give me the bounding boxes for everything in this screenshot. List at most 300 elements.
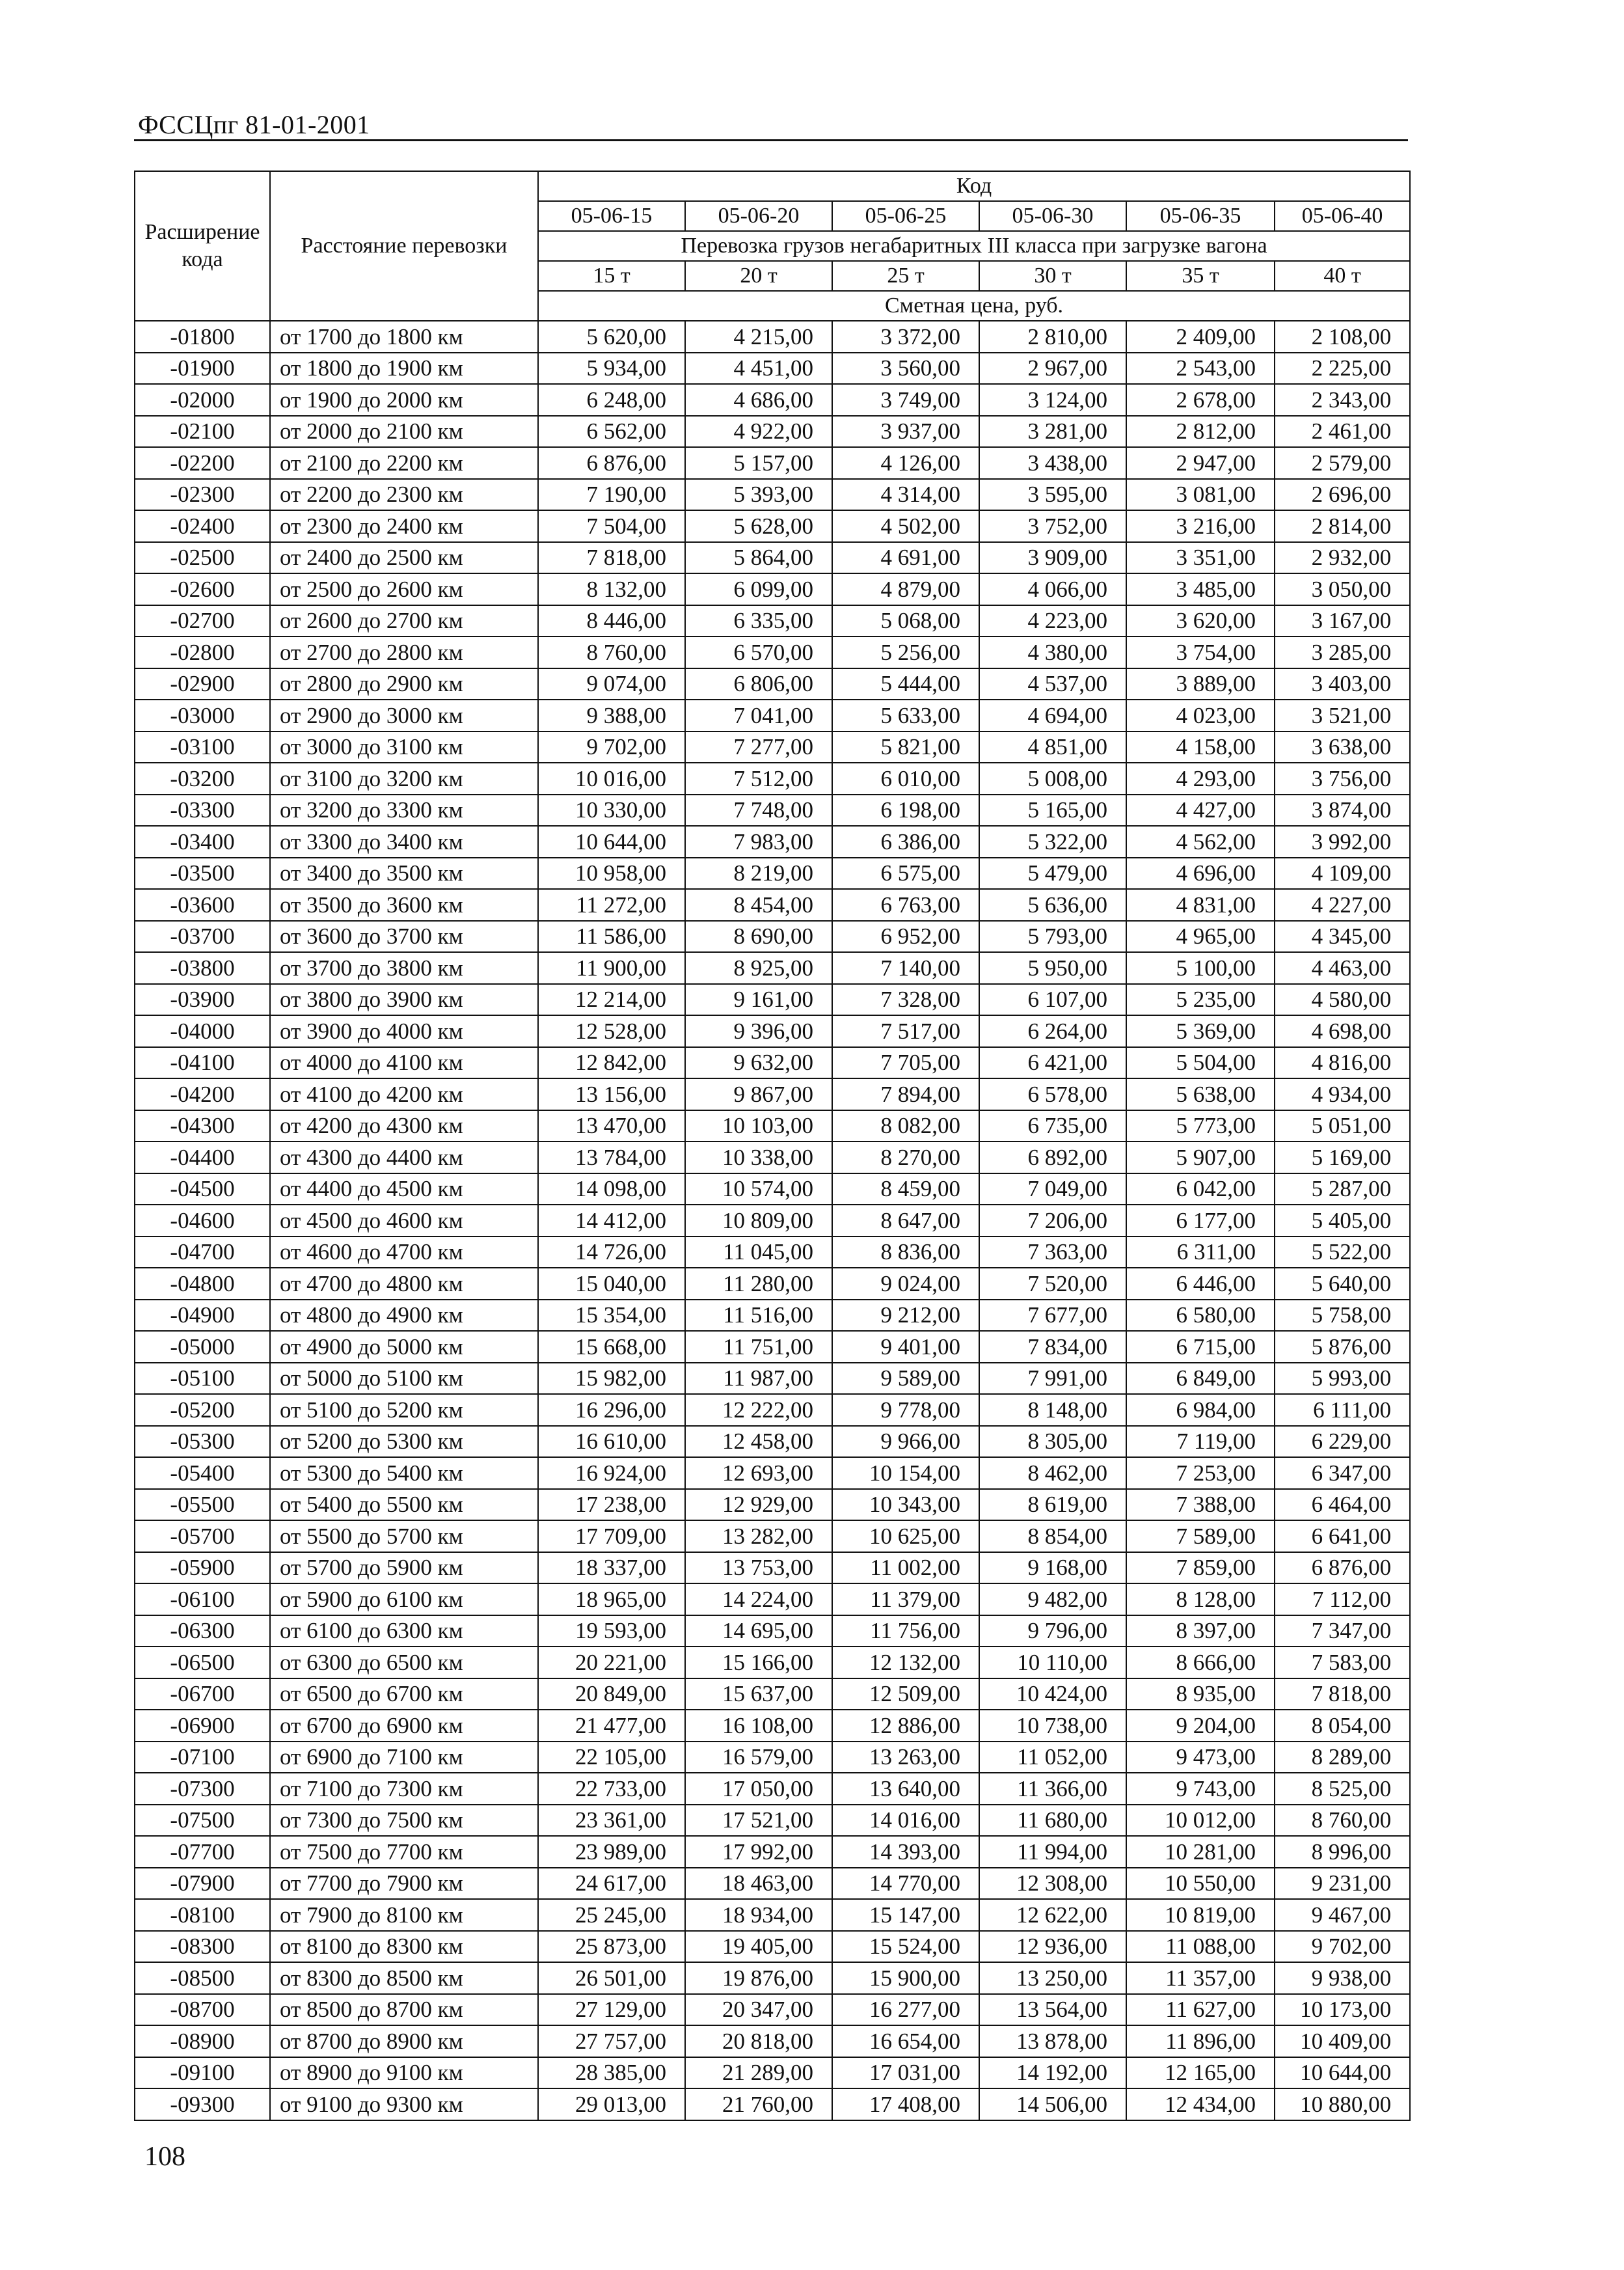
price-cell: 5 793,00 [979, 921, 1126, 953]
price-cell: 10 330,00 [538, 795, 685, 827]
price-cell: 8 289,00 [1275, 1742, 1410, 1773]
price-cell: 16 924,00 [538, 1457, 685, 1489]
table-row [135, 1300, 1410, 1332]
price-cell: 8 219,00 [685, 858, 832, 890]
price-cell: 5 628,00 [685, 510, 832, 542]
price-cell: 6 763,00 [832, 889, 979, 921]
price-cell: 13 753,00 [685, 1552, 832, 1584]
code-header: 05-06-40 [1275, 201, 1410, 231]
price-cell: 6 570,00 [685, 636, 832, 668]
price-cell: 3 560,00 [832, 353, 979, 385]
code-extension-cell: -08500 [135, 1962, 270, 1994]
distance-cell: от 2500 до 2600 км [270, 573, 538, 605]
price-cell: 12 132,00 [832, 1647, 979, 1678]
price-cell: 12 842,00 [538, 1047, 685, 1079]
price-cell: 27 129,00 [538, 1994, 685, 2026]
col-header-distance: Расстояние перевозки [270, 171, 538, 321]
price-cell: 3 638,00 [1275, 732, 1410, 763]
price-cell: 8 760,00 [1275, 1805, 1410, 1837]
code-extension-cell: -06100 [135, 1583, 270, 1615]
table-row [135, 384, 1410, 416]
distance-cell: от 5200 до 5300 км [270, 1426, 538, 1458]
price-cell: 18 337,00 [538, 1552, 685, 1584]
price-cell: 2 814,00 [1275, 510, 1410, 542]
code-extension-cell: -08300 [135, 1931, 270, 1963]
distance-cell: от 5700 до 5900 км [270, 1552, 538, 1584]
price-cell: 12 693,00 [685, 1457, 832, 1489]
distance-cell: от 2200 до 2300 км [270, 479, 538, 511]
price-cell: 10 343,00 [832, 1489, 979, 1521]
price-cell: 9 702,00 [538, 732, 685, 763]
price-cell: 9 966,00 [832, 1426, 979, 1458]
price-cell: 3 403,00 [1275, 668, 1410, 700]
price-cell: 3 620,00 [1126, 605, 1275, 637]
price-cell: 7 748,00 [685, 795, 832, 827]
distance-cell: от 6500 до 6700 км [270, 1678, 538, 1710]
price-cell: 7 504,00 [538, 510, 685, 542]
price-cell: 10 550,00 [1126, 1868, 1275, 1900]
price-cell: 6 248,00 [538, 384, 685, 416]
price-cell: 11 379,00 [832, 1583, 979, 1615]
price-cell: 7 583,00 [1275, 1647, 1410, 1678]
price-cell: 7 894,00 [832, 1078, 979, 1110]
price-cell: 3 874,00 [1275, 795, 1410, 827]
price-cell: 5 934,00 [538, 353, 685, 385]
distance-cell: от 8700 до 8900 км [270, 2025, 538, 2057]
price-cell: 6 578,00 [979, 1078, 1126, 1110]
price-cell: 10 424,00 [979, 1678, 1126, 1710]
code-extension-cell: -02600 [135, 573, 270, 605]
price-cell: 21 289,00 [685, 2057, 832, 2089]
code-extension-cell: -07700 [135, 1836, 270, 1868]
price-cell: 3 909,00 [979, 542, 1126, 574]
code-extension-cell: -02400 [135, 510, 270, 542]
price-cell: 10 958,00 [538, 858, 685, 890]
price-cell: 8 666,00 [1126, 1647, 1275, 1678]
table-row [135, 1931, 1410, 1963]
price-cell: 3 756,00 [1275, 763, 1410, 795]
price-cell: 3 124,00 [979, 384, 1126, 416]
price-cell: 4 851,00 [979, 732, 1126, 763]
code-extension-cell: -01800 [135, 321, 270, 353]
price-cell: 6 198,00 [832, 795, 979, 827]
price-cell: 17 992,00 [685, 1836, 832, 1868]
price-cell: 7 190,00 [538, 479, 685, 511]
price-cell: 3 050,00 [1275, 573, 1410, 605]
price-cell: 28 385,00 [538, 2057, 685, 2089]
code-label: Код [538, 171, 1410, 201]
price-cell: 13 470,00 [538, 1110, 685, 1142]
price-cell: 5 821,00 [832, 732, 979, 763]
price-cell: 12 622,00 [979, 1899, 1126, 1931]
table-row [135, 321, 1410, 353]
price-cell: 5 051,00 [1275, 1110, 1410, 1142]
distance-cell: от 2700 до 2800 км [270, 636, 538, 668]
table-row [135, 1552, 1410, 1584]
price-unit-label: Сметная цена, руб. [538, 291, 1410, 321]
price-cell: 11 680,00 [979, 1805, 1126, 1837]
price-cell: 9 168,00 [979, 1552, 1126, 1584]
price-cell: 2 461,00 [1275, 416, 1410, 448]
price-cell: 9 938,00 [1275, 1962, 1410, 1994]
code-extension-cell: -03900 [135, 984, 270, 1016]
price-cell: 15 668,00 [538, 1331, 685, 1363]
price-cell: 10 738,00 [979, 1710, 1126, 1742]
distance-cell: от 4600 до 4700 км [270, 1237, 538, 1268]
code-extension-cell: -04100 [135, 1047, 270, 1079]
price-cell: 6 464,00 [1275, 1489, 1410, 1521]
table-row [135, 1142, 1410, 1173]
price-cell: 10 016,00 [538, 763, 685, 795]
price-cell: 13 784,00 [538, 1142, 685, 1173]
price-cell: 5 100,00 [1126, 952, 1275, 984]
table-row [135, 1205, 1410, 1237]
price-cell: 9 743,00 [1126, 1773, 1275, 1805]
price-cell: 18 934,00 [685, 1899, 832, 1931]
table-row [135, 668, 1410, 700]
price-cell: 4 158,00 [1126, 732, 1275, 763]
code-extension-cell: -03100 [135, 732, 270, 763]
price-cell: 3 595,00 [979, 479, 1126, 511]
price-cell: 29 013,00 [538, 2088, 685, 2120]
price-cell: 15 147,00 [832, 1899, 979, 1931]
price-cell: 8 397,00 [1126, 1615, 1275, 1647]
price-cell: 6 311,00 [1126, 1237, 1275, 1268]
code-extension-cell: -03800 [135, 952, 270, 984]
price-cell: 9 396,00 [685, 1015, 832, 1047]
price-cell: 11 987,00 [685, 1363, 832, 1395]
distance-cell: от 5300 до 5400 км [270, 1457, 538, 1489]
price-cell: 10 012,00 [1126, 1805, 1275, 1837]
price-cell: 3 521,00 [1275, 700, 1410, 732]
price-cell: 7 119,00 [1126, 1426, 1275, 1458]
price-table [134, 171, 1411, 2121]
load-header: 15 т [538, 261, 685, 291]
price-cell: 8 082,00 [832, 1110, 979, 1142]
table-row [135, 353, 1410, 385]
table-row [135, 636, 1410, 668]
code-extension-cell: -04300 [135, 1110, 270, 1142]
price-cell: 11 516,00 [685, 1300, 832, 1332]
price-cell: 14 192,00 [979, 2057, 1126, 2089]
price-cell: 7 049,00 [979, 1173, 1126, 1205]
code-extension-cell: -01900 [135, 353, 270, 385]
price-cell: 19 876,00 [685, 1962, 832, 1994]
code-header: 05-06-35 [1126, 201, 1275, 231]
price-cell: 9 074,00 [538, 668, 685, 700]
code-extension-cell: -03700 [135, 921, 270, 953]
price-cell: 4 380,00 [979, 636, 1126, 668]
price-cell: 15 166,00 [685, 1647, 832, 1678]
code-extension-cell: -08900 [135, 2025, 270, 2057]
code-extension-cell: -03400 [135, 826, 270, 858]
code-header: 05-06-15 [538, 201, 685, 231]
price-cell: 5 876,00 [1275, 1331, 1410, 1363]
distance-cell: от 9100 до 9300 км [270, 2088, 538, 2120]
code-extension-cell: -05400 [135, 1457, 270, 1489]
table-row [135, 795, 1410, 827]
table-row [135, 1426, 1410, 1458]
price-cell: 6 111,00 [1275, 1394, 1410, 1426]
distance-cell: от 8500 до 8700 км [270, 1994, 538, 2026]
price-cell: 3 937,00 [832, 416, 979, 448]
price-cell: 8 446,00 [538, 605, 685, 637]
table-row [135, 2025, 1410, 2057]
price-cell: 6 421,00 [979, 1047, 1126, 1079]
table-row [135, 1994, 1410, 2026]
code-extension-cell: -04800 [135, 1268, 270, 1300]
table-row [135, 858, 1410, 890]
price-cell: 5 165,00 [979, 795, 1126, 827]
price-cell: 6 107,00 [979, 984, 1126, 1016]
price-cell: 8 854,00 [979, 1520, 1126, 1552]
price-cell: 11 088,00 [1126, 1931, 1275, 1963]
price-cell: 14 695,00 [685, 1615, 832, 1647]
code-extension-cell: -05100 [135, 1363, 270, 1395]
price-cell: 4 537,00 [979, 668, 1126, 700]
table-row [135, 952, 1410, 984]
code-extension-cell: -03600 [135, 889, 270, 921]
distance-cell: от 5400 до 5500 км [270, 1489, 538, 1521]
table-row [135, 1237, 1410, 1268]
price-cell: 4 562,00 [1126, 826, 1275, 858]
table-row [135, 1173, 1410, 1205]
price-cell: 13 250,00 [979, 1962, 1126, 1994]
price-cell: 2 678,00 [1126, 384, 1275, 416]
code-extension-cell: -06300 [135, 1615, 270, 1647]
price-cell: 6 010,00 [832, 763, 979, 795]
code-extension-cell: -02000 [135, 384, 270, 416]
price-cell: 7 512,00 [685, 763, 832, 795]
price-cell: 5 256,00 [832, 636, 979, 668]
price-cell: 4 451,00 [685, 353, 832, 385]
table-row [135, 1489, 1410, 1521]
table-row [135, 700, 1410, 732]
price-cell: 9 401,00 [832, 1331, 979, 1363]
code-extension-cell: -04500 [135, 1173, 270, 1205]
code-extension-cell: -07500 [135, 1805, 270, 1837]
price-cell: 14 412,00 [538, 1205, 685, 1237]
price-cell: 5 638,00 [1126, 1078, 1275, 1110]
price-cell: 9 388,00 [538, 700, 685, 732]
price-cell: 2 108,00 [1275, 321, 1410, 353]
distance-cell: от 3800 до 3900 км [270, 984, 538, 1016]
code-extension-cell: -06900 [135, 1710, 270, 1742]
price-cell: 5 369,00 [1126, 1015, 1275, 1047]
price-cell: 5 773,00 [1126, 1110, 1275, 1142]
price-cell: 6 892,00 [979, 1142, 1126, 1173]
code-extension-cell: -09100 [135, 2057, 270, 2089]
price-cell: 7 818,00 [1275, 1678, 1410, 1710]
code-extension-cell: -03000 [135, 700, 270, 732]
code-extension-cell: -05500 [135, 1489, 270, 1521]
price-cell: 5 522,00 [1275, 1237, 1410, 1268]
price-cell: 8 305,00 [979, 1426, 1126, 1458]
table-row [135, 1363, 1410, 1395]
distance-cell: от 3300 до 3400 км [270, 826, 538, 858]
distance-cell: от 2000 до 2100 км [270, 416, 538, 448]
price-cell: 7 589,00 [1126, 1520, 1275, 1552]
price-cell: 8 459,00 [832, 1173, 979, 1205]
table-row [135, 605, 1410, 637]
table-row [135, 984, 1410, 1016]
table-row [135, 763, 1410, 795]
code-extension-cell: -02800 [135, 636, 270, 668]
price-cell: 6 735,00 [979, 1110, 1126, 1142]
price-cell: 2 543,00 [1126, 353, 1275, 385]
price-cell: 10 173,00 [1275, 1994, 1410, 2026]
table-row [135, 2057, 1410, 2089]
distance-cell: от 4100 до 4200 км [270, 1078, 538, 1110]
price-cell: 6 335,00 [685, 605, 832, 637]
price-cell: 11 045,00 [685, 1237, 832, 1268]
price-cell: 4 698,00 [1275, 1015, 1410, 1047]
price-cell: 15 040,00 [538, 1268, 685, 1300]
price-cell: 7 253,00 [1126, 1457, 1275, 1489]
price-cell: 11 756,00 [832, 1615, 979, 1647]
price-cell: 16 579,00 [685, 1742, 832, 1773]
code-extension-cell: -08100 [135, 1899, 270, 1931]
price-cell: 21 477,00 [538, 1710, 685, 1742]
price-cell: 12 528,00 [538, 1015, 685, 1047]
price-cell: 16 610,00 [538, 1426, 685, 1458]
table-row [135, 416, 1410, 448]
table-row [135, 1836, 1410, 1868]
price-cell: 6 347,00 [1275, 1457, 1410, 1489]
price-cell: 11 994,00 [979, 1836, 1126, 1868]
price-cell: 12 936,00 [979, 1931, 1126, 1963]
price-cell: 6 641,00 [1275, 1520, 1410, 1552]
price-cell: 6 042,00 [1126, 1173, 1275, 1205]
price-cell: 5 633,00 [832, 700, 979, 732]
code-header: 05-06-25 [832, 201, 979, 231]
price-cell: 16 108,00 [685, 1710, 832, 1742]
price-cell: 2 696,00 [1275, 479, 1410, 511]
code-extension-cell: -07900 [135, 1868, 270, 1900]
price-cell: 10 338,00 [685, 1142, 832, 1173]
price-cell: 10 644,00 [1275, 2057, 1410, 2089]
table-row [135, 447, 1410, 479]
code-extension-cell: -02200 [135, 447, 270, 479]
price-cell: 13 878,00 [979, 2025, 1126, 2057]
price-cell: 19 405,00 [685, 1931, 832, 1963]
price-cell: 8 270,00 [832, 1142, 979, 1173]
code-extension-cell: -08700 [135, 1994, 270, 2026]
price-cell: 7 705,00 [832, 1047, 979, 1079]
table-row [135, 889, 1410, 921]
price-cell: 6 562,00 [538, 416, 685, 448]
price-cell: 6 984,00 [1126, 1394, 1275, 1426]
distance-cell: от 4400 до 4500 км [270, 1173, 538, 1205]
price-cell: 7 859,00 [1126, 1552, 1275, 1584]
price-cell: 3 992,00 [1275, 826, 1410, 858]
distance-cell: от 6100 до 6300 км [270, 1615, 538, 1647]
price-cell: 6 952,00 [832, 921, 979, 953]
price-cell: 11 586,00 [538, 921, 685, 953]
distance-cell: от 3400 до 3500 км [270, 858, 538, 890]
price-cell: 6 715,00 [1126, 1331, 1275, 1363]
price-cell: 11 896,00 [1126, 2025, 1275, 2057]
table-row [135, 1773, 1410, 1805]
price-cell: 11 366,00 [979, 1773, 1126, 1805]
price-cell: 11 751,00 [685, 1331, 832, 1363]
price-cell: 6 580,00 [1126, 1300, 1275, 1332]
price-cell: 20 849,00 [538, 1678, 685, 1710]
price-cell: 8 148,00 [979, 1394, 1126, 1426]
table-row [135, 2088, 1410, 2120]
price-cell: 7 140,00 [832, 952, 979, 984]
price-cell: 8 836,00 [832, 1237, 979, 1268]
price-cell: 4 580,00 [1275, 984, 1410, 1016]
price-cell: 17 521,00 [685, 1805, 832, 1837]
distance-cell: от 3700 до 3800 км [270, 952, 538, 984]
price-cell: 14 506,00 [979, 2088, 1126, 2120]
code-extension-cell: -02300 [135, 479, 270, 511]
price-cell: 7 347,00 [1275, 1615, 1410, 1647]
price-cell: 6 264,00 [979, 1015, 1126, 1047]
code-extension-cell: -04400 [135, 1142, 270, 1173]
price-cell: 16 277,00 [832, 1994, 979, 2026]
price-cell: 8 462,00 [979, 1457, 1126, 1489]
distance-cell: от 8100 до 8300 км [270, 1931, 538, 1963]
price-cell: 11 052,00 [979, 1742, 1126, 1773]
price-cell: 13 640,00 [832, 1773, 979, 1805]
price-cell: 4 831,00 [1126, 889, 1275, 921]
price-cell: 5 640,00 [1275, 1268, 1410, 1300]
code-extension-cell: -05000 [135, 1331, 270, 1363]
price-cell: 9 702,00 [1275, 1931, 1410, 1963]
price-cell: 20 818,00 [685, 2025, 832, 2057]
price-cell: 8 935,00 [1126, 1678, 1275, 1710]
price-cell: 5 287,00 [1275, 1173, 1410, 1205]
price-cell: 7 206,00 [979, 1205, 1126, 1237]
price-cell: 27 757,00 [538, 2025, 685, 2057]
distance-cell: от 7900 до 8100 км [270, 1899, 538, 1931]
table-row [135, 1742, 1410, 1773]
price-cell: 7 041,00 [685, 700, 832, 732]
distance-cell: от 5000 до 5100 км [270, 1363, 538, 1395]
price-cell: 4 934,00 [1275, 1078, 1410, 1110]
price-cell: 11 272,00 [538, 889, 685, 921]
price-cell: 15 982,00 [538, 1363, 685, 1395]
price-cell: 3 281,00 [979, 416, 1126, 448]
price-cell: 17 238,00 [538, 1489, 685, 1521]
distance-cell: от 4300 до 4400 км [270, 1142, 538, 1173]
price-cell: 4 314,00 [832, 479, 979, 511]
distance-cell: от 1700 до 1800 км [270, 321, 538, 353]
price-cell: 2 409,00 [1126, 321, 1275, 353]
price-cell: 10 281,00 [1126, 1836, 1275, 1868]
code-extension-cell: -04900 [135, 1300, 270, 1332]
table-row [135, 1899, 1410, 1931]
code-extension-cell: -05200 [135, 1394, 270, 1426]
price-cell: 12 886,00 [832, 1710, 979, 1742]
code-extension-cell: -05300 [135, 1426, 270, 1458]
code-extension-cell: -04200 [135, 1078, 270, 1110]
price-cell: 8 054,00 [1275, 1710, 1410, 1742]
price-cell: 10 110,00 [979, 1647, 1126, 1678]
table-row [135, 510, 1410, 542]
price-cell: 14 726,00 [538, 1237, 685, 1268]
price-cell: 7 277,00 [685, 732, 832, 763]
price-cell: 5 758,00 [1275, 1300, 1410, 1332]
price-cell: 5 950,00 [979, 952, 1126, 984]
price-cell: 3 372,00 [832, 321, 979, 353]
distance-cell: от 2600 до 2700 км [270, 605, 538, 637]
table-row [135, 1078, 1410, 1110]
price-cell: 5 993,00 [1275, 1363, 1410, 1395]
price-cell: 13 263,00 [832, 1742, 979, 1773]
